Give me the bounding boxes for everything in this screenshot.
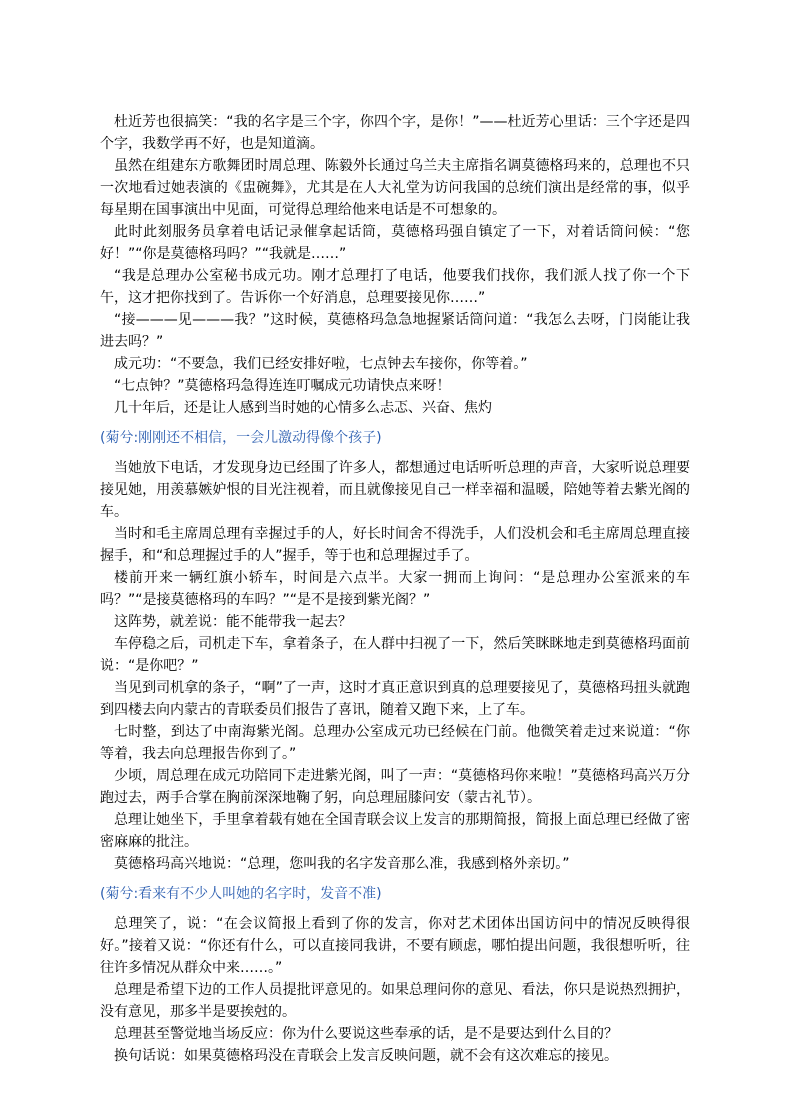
editor-note: (菊兮:刚刚还不相信，一会儿激动得像个孩子) [100,430,382,446]
paragraph: 当时和毛主席周总理有幸握过手的人，好长时间舍不得洗手，人们没机会和毛主席周总理直接握手，和“和总理握过手的人”握手，等于也和总理握过手了。 [100,526,690,564]
paragraph: 这阵势，就差说：能不能带我一起去？ [114,614,352,630]
paragraph: 换句话说：如果莫德格玛没在青联会上发言反映问题，就不会有这次难忘的接见。 [114,1048,618,1064]
paragraph: 虽然在组建东方歌舞团时周总理、陈毅外长通过乌兰夫主席指名调莫德格玛来的，总理也不只一次地看过她表演的《盅碗舞》，尤其是在人大礼堂为访问我国的总统们演出是经常的事，似乎每星期在国事演出中见面，可觉得总理给他来电话是不可想象的。 [100,158,690,218]
paragraph: 总理是希望下边的工作人员提批评意见的。如果总理问你的意见、看法，你只是说热烈拥护，没有意见，那多半是要挨尅的。 [100,982,690,1020]
paragraph: 当见到司机拿的条子，“啊”了一声，这时才真正意识到真的总理要接见了，莫德格玛扭头就跑到四楼去向内蒙古的青联委员们报告了喜讯，随着又跑下来，上了车。 [100,680,690,718]
paragraph: 少顷，周总理在成元功陪同下走进紫光阁，叫了一声：“莫德格玛你来啦！”莫德格玛高兴万分跑过去，两手合掌在胸前深深地鞠了躬，向总理屈膝问安（蒙古礼节）。 [100,768,690,806]
paragraph: “接———见———我？”这时候，莫德格玛急急地握紧话筒问道：“我怎么去呀，门岗能让我进去吗？” [100,312,690,350]
paragraph: 此时此刻服务员拿着电话记录催拿起话筒，莫德格玛强自镇定了一下，对着话筒问候：“您好！”“你是莫德格玛吗？”“我就是……” [100,224,690,262]
paragraph: 总理让她坐下，手里拿着载有她在全国青联会议上发言的那期简报，简报上面总理已经做了密密麻麻的批注。 [100,812,690,850]
paragraph: 七时整，到达了中南海紫光阁。总理办公室成元功已经候在门前。他微笑着走过来说道：“你等着，我去向总理报告你到了。” [100,724,690,762]
editor-note: (菊兮:看来有不少人叫她的名字时，发音不准) [100,886,382,902]
paragraph: 成元功：“不要急，我们已经安排好啦，七点钟去车接你，你等着。” [114,356,528,372]
paragraph: 杜近芳也很搞笑：“我的名字是三个字，你四个字，是你！”——杜近芳心里话：三个字还是四个字，我数学再不好，也是知道滴。 [100,114,690,152]
paragraph: 总理甚至警觉地当场反应：你为什么要说这些奉承的话，是不是要达到什么目的？ [114,1026,618,1042]
paragraph: 车停稳之后，司机走下车，拿着条子，在人群中扫视了一下，然后笑眯眯地走到莫德格玛面前说：“是你吧？” [100,636,690,674]
paragraph: 当她放下电话，才发现身边已经围了许多人，都想通过电话听听总理的声音，大家听说总理要接见她，用羡慕嫉妒恨的目光注视着，而且就像接见自己一样幸福和温暖，陪她等着去紫光阁的车。 [100,460,690,520]
paragraph: 几十年后，还是让人感到当时她的心情多么忐忑、兴奋、焦灼 [114,400,492,416]
paragraph: 总理笑了，说：“在会议简报上看到了你的发言，你对艺术团体出国访问中的情况反映得很好。”接着又说：“你还有什么，可以直接同我讲，不要有顾虑，哪怕提出问题，我很想听听，往往许多情况从群众中来……。” [100,916,690,976]
paragraph: 楼前开来一辆红旗小轿车，时间是六点半。大家一拥而上询问：“是总理办公室派来的车吗？”“是接莫德格玛的车吗？”“是不是接到紫光阁？” [100,570,690,608]
paragraph: “七点钟？”莫德格玛急得连连叮嘱成元功请快点来呀！ [114,378,451,394]
paragraph: “我是总理办公室秘书成元功。刚才总理打了电话，他要我们找你，我们派人找了你一个下午，这才把你找到了。告诉你一个好消息，总理要接见你……” [100,268,690,306]
document-body [100,111,690,1067]
paragraph: 莫德格玛高兴地说：“总理，您叫我的名字发音那么准，我感到格外亲切。” [114,856,570,872]
